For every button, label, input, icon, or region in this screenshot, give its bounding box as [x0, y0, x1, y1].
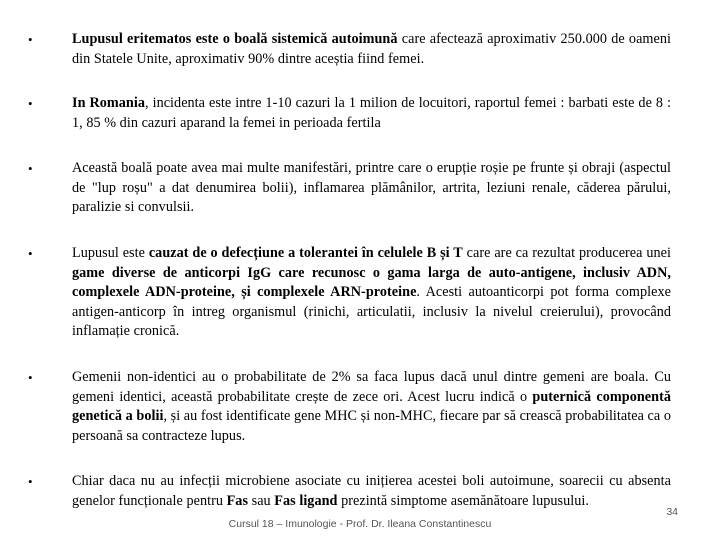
text-run: Această boală poate avea mai multe manifestări, printre care o erupție roșie pe frunte și obraji (aspectul de "lup roșu" a dat denumirea bolii), inflamarea plămânilor, artrita, leziuni renale, căderea părului, paralizie si convulsii.	[72, 160, 671, 216]
bold-text: puternică componentă genetică a bolii	[72, 388, 671, 425]
page-number: 34	[666, 506, 678, 518]
text-run: sau	[248, 492, 275, 509]
bullet-marker: •	[28, 370, 33, 385]
bullet-paragraph	[72, 472, 671, 511]
bullet-paragraph	[72, 94, 671, 133]
text-run: , incidenta este intre 1-10 cazuri la 1 milion de locuitori, raportul femei : barbati este de 8 : 1, 85 % din cazuri aparand la femei in perioada fertila	[72, 95, 671, 131]
bold-text: Fas ligand	[274, 492, 338, 509]
bullet-marker: •	[28, 246, 33, 261]
bold-text: game diverse de anticorpi IgG care recunosc o gama larga de auto-antigene, inclusiv ADN, complexele ADN-proteine, și complexele ARN-proteine	[72, 264, 671, 301]
text-run: Gemenii non-identici au o probabilitate de 2% sa faca lupus dacă unul dintre gemeni are boala. Cu gemeni identici, această probabilitate crește de zece ori. Acest lucru indică o	[72, 369, 671, 405]
bullet-marker: •	[28, 32, 33, 47]
bullet-paragraph	[72, 244, 671, 342]
bullet-marker: •	[28, 96, 33, 111]
bullet-marker: •	[28, 161, 33, 176]
text-run: Lupusul este	[72, 245, 149, 261]
text-run: prezintă simptome asemănătoare lupusului.	[337, 492, 589, 509]
bullet-marker: •	[28, 474, 33, 489]
text-run: care are ca rezultat producerea unei	[462, 245, 671, 261]
text-run: care afectează aproximativ 250.000 de oameni din Statele Unite, aproximativ 90% dintre aceștia fiind femei.	[72, 31, 671, 67]
slide-footer: Cursul 18 – Imunologie - Prof. Dr. Ileana Constantinescu	[228, 518, 492, 530]
bullet-paragraph	[72, 30, 671, 69]
bold-text: Fas	[226, 492, 249, 509]
text-run: Chiar daca nu au infecții microbiene asociate cu inițierea acestei boli autoimune, soarecii cu absenta genelor funcționale pentru	[72, 473, 671, 509]
bold-text: In Romania	[72, 95, 146, 111]
text-run: . Acesti autoanticorpi pot forma complexe antigen-anticorp în intreg organismul (rinichi, articulatii, inclusiv la nivelul creierului), provocând inflamație cronică.	[72, 284, 671, 340]
bold-text: cauzat de o defecțiune a tolerantei în celulele B și T	[148, 245, 463, 261]
bullet-paragraph	[72, 368, 671, 446]
bullet-paragraph	[72, 159, 671, 218]
text-run: , și au fost identificate gene MHC și non-MHC, fiecare par să crească probabilitatea ca o persoană sa contracteze lupus.	[72, 408, 671, 444]
bold-text: Lupusul eritematos este o boală sistemică autoimună	[72, 31, 398, 47]
